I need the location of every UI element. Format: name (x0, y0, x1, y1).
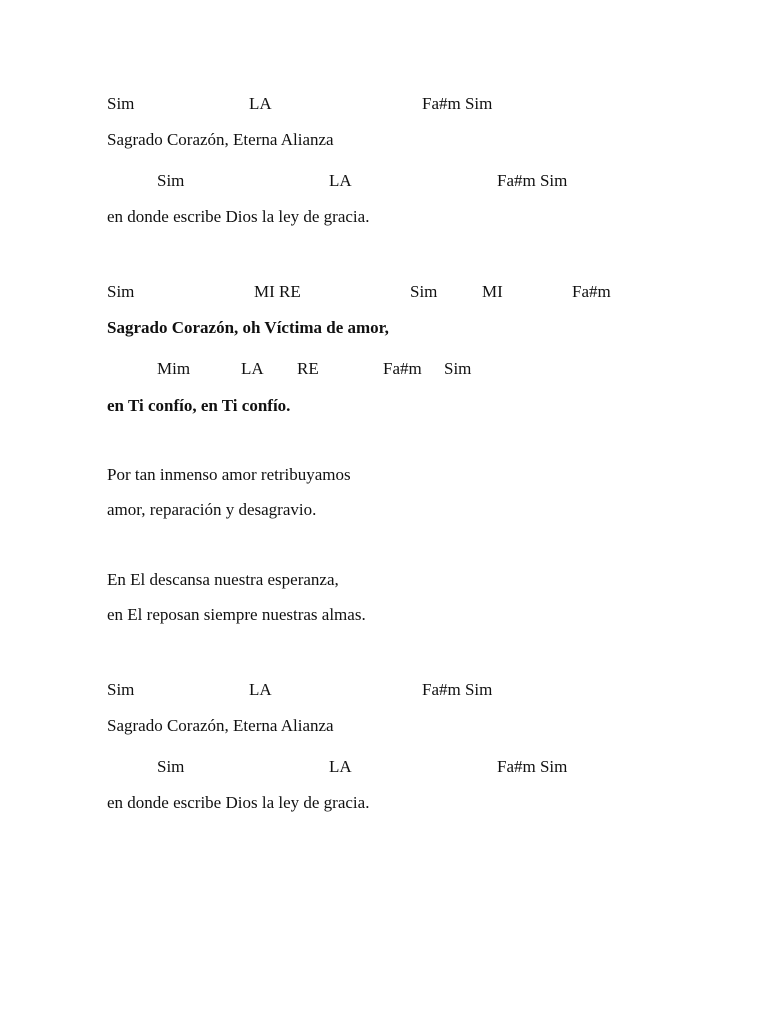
chord: MI RE (254, 282, 301, 301)
chord: Sim (157, 171, 185, 190)
chord: Sim (444, 359, 472, 378)
chord: Fa#m Sim (422, 94, 493, 113)
chord: Fa#m Sim (497, 757, 568, 776)
chord: Fa#m Sim (422, 680, 493, 699)
lyric-line: en El reposan siempre nuestras almas. (107, 605, 366, 624)
chord: Fa#m Sim (497, 171, 568, 190)
lyric-line: en donde escribe Dios la ley de gracia. (107, 793, 370, 812)
lyric-line-chorus: Sagrado Corazón, oh Víctima de amor, (107, 318, 389, 337)
chord: Fa#m (572, 282, 611, 301)
lyric-line: en donde escribe Dios la ley de gracia. (107, 207, 370, 226)
chord: RE (297, 359, 319, 378)
chord: LA (329, 171, 352, 190)
lyric-line: Por tan inmenso amor retribuyamos (107, 465, 351, 484)
chord: LA (249, 94, 272, 113)
chord: Sim (107, 94, 135, 113)
chord: Sim (107, 680, 135, 699)
chord: LA (329, 757, 352, 776)
chord: Fa#m (383, 359, 422, 378)
chord: LA (241, 359, 264, 378)
lyric-line: Sagrado Corazón, Eterna Alianza (107, 130, 334, 149)
lyric-line: En El descansa nuestra esperanza, (107, 570, 339, 589)
chord: Sim (107, 282, 135, 301)
lyric-line-chorus: en Ti confío, en Ti confío. (107, 396, 291, 415)
chord: Sim (410, 282, 438, 301)
chord: Mim (157, 359, 191, 378)
lyric-line: amor, reparación y desagravio. (107, 500, 317, 519)
lyric-line: Sagrado Corazón, Eterna Alianza (107, 716, 334, 735)
chord: MI (482, 282, 503, 301)
chord: LA (249, 680, 272, 699)
chord: Sim (157, 757, 185, 776)
